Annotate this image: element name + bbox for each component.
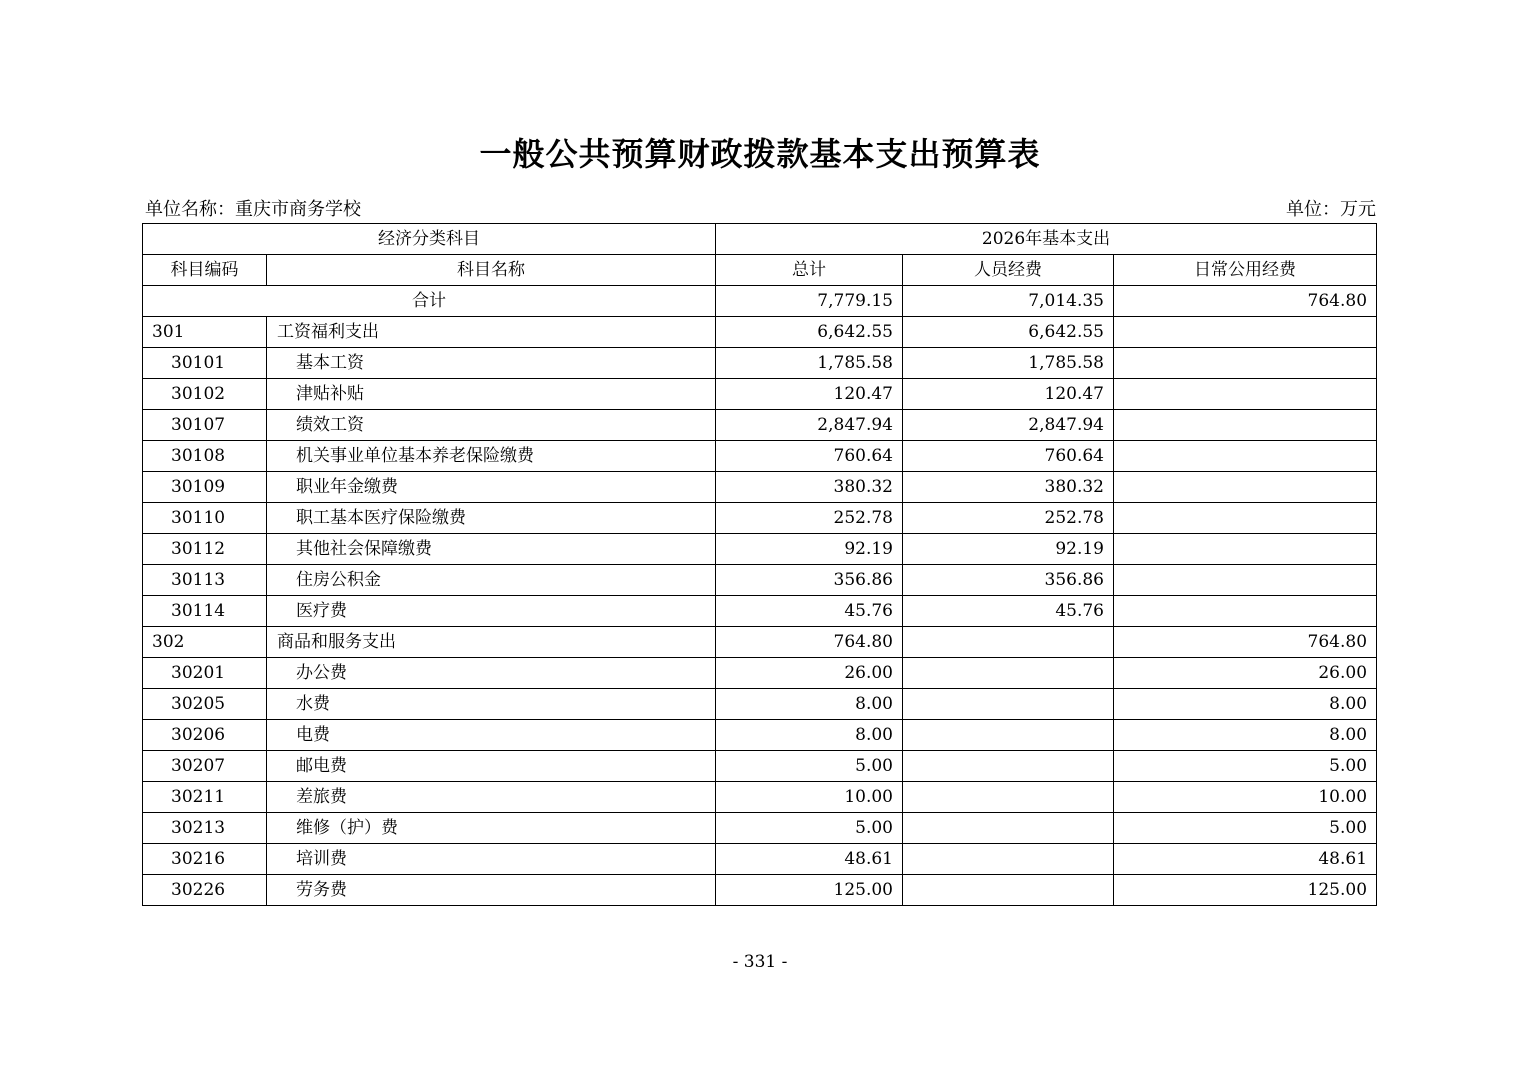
row-total: 26.00 — [716, 658, 903, 689]
total-amount: 7,779.15 — [716, 286, 903, 317]
row-public — [1114, 503, 1377, 534]
header-column-row — [143, 255, 1377, 286]
header-economic-classification: 经济分类科目 — [143, 224, 716, 255]
row-total: 8.00 — [716, 720, 903, 751]
row-name: 绩效工资 — [267, 410, 716, 441]
row-name: 职业年金缴费 — [267, 472, 716, 503]
row-name: 商品和服务支出 — [267, 627, 716, 658]
row-personnel: 92.19 — [903, 534, 1114, 565]
row-public — [1114, 441, 1377, 472]
row-total: 5.00 — [716, 813, 903, 844]
row-name: 工资福利支出 — [267, 317, 716, 348]
table-row — [143, 658, 1377, 689]
row-public — [1114, 379, 1377, 410]
row-code: 30205 — [143, 689, 267, 720]
row-personnel — [903, 627, 1114, 658]
header-personnel: 人员经费 — [903, 255, 1114, 286]
row-personnel — [903, 658, 1114, 689]
row-total: 380.32 — [716, 472, 903, 503]
row-personnel: 6,642.55 — [903, 317, 1114, 348]
table-row — [143, 348, 1377, 379]
row-name: 基本工资 — [267, 348, 716, 379]
row-public: 8.00 — [1114, 720, 1377, 751]
total-personnel: 7,014.35 — [903, 286, 1114, 317]
row-total: 10.00 — [716, 782, 903, 813]
table-row — [143, 503, 1377, 534]
unit-name-label: 单位名称：重庆市商务学校 — [145, 199, 361, 220]
budget-table-body — [143, 224, 1377, 906]
row-code: 30101 — [143, 348, 267, 379]
row-public: 5.00 — [1114, 813, 1377, 844]
row-code: 30107 — [143, 410, 267, 441]
row-code: 302 — [143, 627, 267, 658]
row-personnel — [903, 689, 1114, 720]
row-total: 760.64 — [716, 441, 903, 472]
row-name: 水费 — [267, 689, 716, 720]
row-code: 30108 — [143, 441, 267, 472]
table-row — [143, 627, 1377, 658]
row-code: 30216 — [143, 844, 267, 875]
row-public: 5.00 — [1114, 751, 1377, 782]
row-total: 8.00 — [716, 689, 903, 720]
header-public: 日常公用经费 — [1114, 255, 1377, 286]
header-code: 科目编码 — [143, 255, 267, 286]
row-personnel — [903, 720, 1114, 751]
total-row — [143, 286, 1377, 317]
row-name: 医疗费 — [267, 596, 716, 627]
row-public — [1114, 565, 1377, 596]
table-row — [143, 689, 1377, 720]
row-code: 30113 — [143, 565, 267, 596]
table-row — [143, 720, 1377, 751]
row-public — [1114, 317, 1377, 348]
row-name: 职工基本医疗保险缴费 — [267, 503, 716, 534]
row-total: 764.80 — [716, 627, 903, 658]
row-public: 48.61 — [1114, 844, 1377, 875]
row-code: 30207 — [143, 751, 267, 782]
row-total: 125.00 — [716, 875, 903, 906]
row-name: 差旅费 — [267, 782, 716, 813]
row-public — [1114, 596, 1377, 627]
row-name: 电费 — [267, 720, 716, 751]
row-public — [1114, 348, 1377, 379]
table-row — [143, 844, 1377, 875]
row-public: 10.00 — [1114, 782, 1377, 813]
row-name: 劳务费 — [267, 875, 716, 906]
header-group-row — [143, 224, 1377, 255]
row-total: 120.47 — [716, 379, 903, 410]
row-personnel: 356.86 — [903, 565, 1114, 596]
row-code: 30110 — [143, 503, 267, 534]
table-row — [143, 410, 1377, 441]
table-row — [143, 317, 1377, 348]
row-personnel: 45.76 — [903, 596, 1114, 627]
header-basic-expenditure: 2026年基本支出 — [716, 224, 1377, 255]
table-row — [143, 813, 1377, 844]
row-personnel — [903, 875, 1114, 906]
table-row — [143, 875, 1377, 906]
row-total: 5.00 — [716, 751, 903, 782]
row-personnel: 252.78 — [903, 503, 1114, 534]
row-code: 30112 — [143, 534, 267, 565]
row-public — [1114, 534, 1377, 565]
table-row — [143, 534, 1377, 565]
row-total: 92.19 — [716, 534, 903, 565]
row-name: 机关事业单位基本养老保险缴费 — [267, 441, 716, 472]
header-name: 科目名称 — [267, 255, 716, 286]
budget-table — [142, 223, 1377, 906]
row-code: 30213 — [143, 813, 267, 844]
total-public: 764.80 — [1114, 286, 1377, 317]
row-total: 48.61 — [716, 844, 903, 875]
page-number: - 331 - — [732, 952, 788, 972]
row-public: 764.80 — [1114, 627, 1377, 658]
row-public — [1114, 472, 1377, 503]
row-personnel: 380.32 — [903, 472, 1114, 503]
row-code: 30114 — [143, 596, 267, 627]
row-name: 津贴补贴 — [267, 379, 716, 410]
row-name: 其他社会保障缴费 — [267, 534, 716, 565]
table-row — [143, 596, 1377, 627]
table-row — [143, 782, 1377, 813]
row-personnel: 760.64 — [903, 441, 1114, 472]
row-code: 30206 — [143, 720, 267, 751]
row-total: 6,642.55 — [716, 317, 903, 348]
total-label: 合计 — [143, 286, 716, 317]
row-name: 邮电费 — [267, 751, 716, 782]
row-personnel — [903, 751, 1114, 782]
row-public — [1114, 410, 1377, 441]
row-personnel — [903, 782, 1114, 813]
row-public: 8.00 — [1114, 689, 1377, 720]
row-name: 培训费 — [267, 844, 716, 875]
table-row — [143, 751, 1377, 782]
row-name: 住房公积金 — [267, 565, 716, 596]
row-name: 办公费 — [267, 658, 716, 689]
row-total: 2,847.94 — [716, 410, 903, 441]
row-personnel: 2,847.94 — [903, 410, 1114, 441]
table-row — [143, 379, 1377, 410]
row-public: 26.00 — [1114, 658, 1377, 689]
header-total: 总计 — [716, 255, 903, 286]
row-code: 30102 — [143, 379, 267, 410]
row-code: 301 — [143, 317, 267, 348]
row-name: 维修（护）费 — [267, 813, 716, 844]
table-row — [143, 565, 1377, 596]
row-total: 45.76 — [716, 596, 903, 627]
table-row — [143, 472, 1377, 503]
row-code: 30109 — [143, 472, 267, 503]
row-personnel: 1,785.58 — [903, 348, 1114, 379]
row-personnel — [903, 844, 1114, 875]
row-code: 30226 — [143, 875, 267, 906]
currency-unit-label: 单位：万元 — [1286, 199, 1376, 220]
table-row — [143, 441, 1377, 472]
row-total: 356.86 — [716, 565, 903, 596]
row-code: 30201 — [143, 658, 267, 689]
row-public: 125.00 — [1114, 875, 1377, 906]
row-personnel: 120.47 — [903, 379, 1114, 410]
page-title: 一般公共预算财政拨款基本支出预算表 — [479, 135, 1041, 173]
row-total: 1,785.58 — [716, 348, 903, 379]
row-code: 30211 — [143, 782, 267, 813]
row-personnel — [903, 813, 1114, 844]
row-total: 252.78 — [716, 503, 903, 534]
